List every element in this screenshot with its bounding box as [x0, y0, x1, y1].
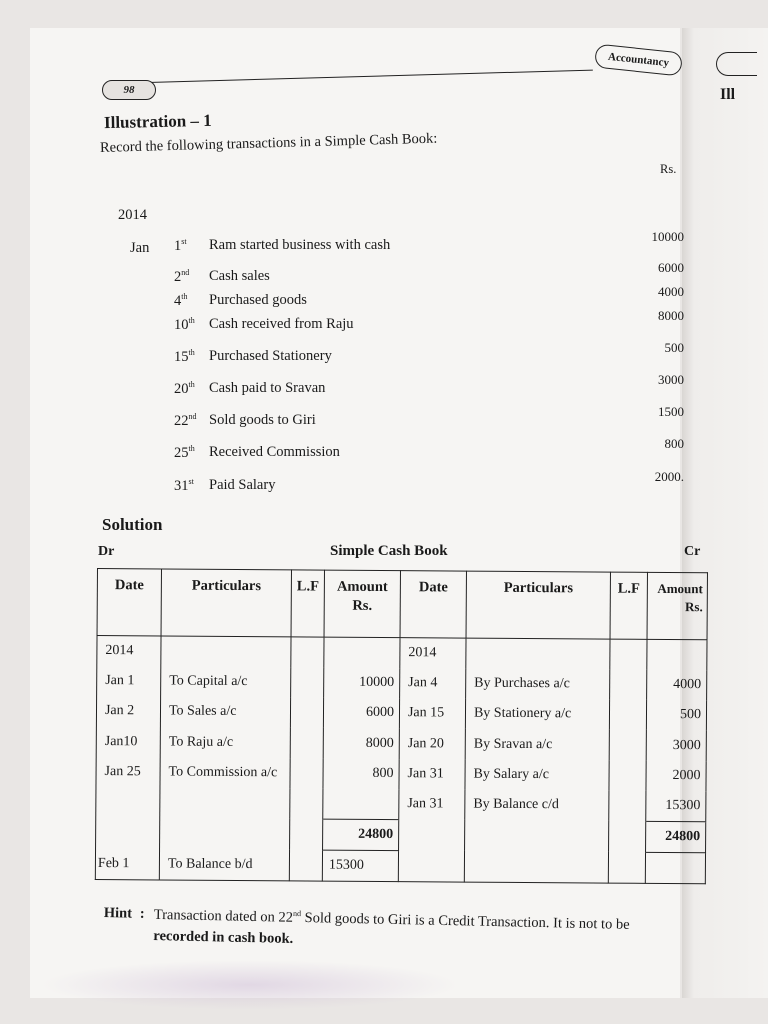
header-amount: Amount Rs. [647, 572, 707, 640]
transaction-row: 1st Ram started business with cash 10000 [174, 229, 684, 254]
transaction-row: 2nd Cash sales 6000 [174, 260, 684, 285]
debit-total: 24800 [323, 819, 399, 851]
table-row: Jan10 To Raju a/c 8000 Jan 20 By Sravan a/c 3000 [96, 726, 706, 760]
table-header-row [97, 569, 707, 640]
header-lf: L.F [610, 572, 647, 639]
table-row: 2014 2014 [97, 636, 707, 671]
header-date: Date [97, 569, 161, 637]
transaction-row: 20th Cash paid to Sravan 3000 [174, 372, 684, 397]
transaction-row: 4th Purchased goods 4000 [174, 284, 684, 309]
debit-label: Dr [98, 544, 115, 559]
cash-book-title: Simple Cash Book [330, 543, 448, 559]
page-number: 98 [102, 80, 156, 100]
transaction-year: 2014 [118, 207, 147, 223]
balance-bd-row: Feb 1 To Balance b/d 15300 [95, 848, 705, 883]
transaction-row: 31st Paid Salary 2000. [174, 469, 684, 494]
next-page-tab [716, 52, 757, 76]
illustration-intro: Record the following transactions in a Simple Cash Book: [99, 130, 438, 156]
header-lf: L.F [291, 570, 324, 637]
page-stain [40, 960, 460, 1010]
transaction-row: 25th Received Commission 800 [174, 436, 684, 461]
table-row: Jan 2 To Sales a/c 6000 Jan 15 By Stationery a/c 500 [96, 696, 706, 730]
header-amount: Amount Rs. [324, 570, 400, 638]
book-tab: Accountancy [594, 44, 683, 77]
credit-total: 24800 [646, 821, 706, 853]
table-row: Jan 1 To Capital a/c 10000 Jan 4 By Purchases a/c 4000 [97, 666, 707, 700]
transaction-row: 15th Purchased Stationery 500 [174, 340, 684, 365]
table-row: Jan 31 By Balance c/d 15300 [96, 787, 706, 822]
header-particulars: Particulars [161, 569, 291, 637]
table-row: Jan 25 To Commission a/c 800 Jan 31 By Salary a/c 2000 [96, 757, 706, 791]
transaction-row: 22nd Sold goods to Giri 1500 [174, 404, 684, 429]
hint-note: Hint : Transaction dated on 22nd Sold goods to Giri is a Credit Transaction. It is not to be recorded in cash book. [103, 905, 630, 947]
header-date: Date [400, 571, 466, 639]
currency-heading: Rs. [660, 162, 677, 176]
totals-row [96, 817, 706, 852]
next-page-fragment: Ill [720, 86, 736, 103]
simple-cash-book-table [95, 568, 708, 884]
credit-label: Cr [684, 544, 701, 559]
illustration-title: Illustration – 1 [103, 110, 212, 133]
header-particulars: Particulars [466, 571, 610, 639]
transaction-month: Jan [130, 240, 150, 256]
solution-title: Solution [102, 515, 163, 534]
transaction-row: 10th Cash received from Raju 8000 [174, 308, 684, 333]
